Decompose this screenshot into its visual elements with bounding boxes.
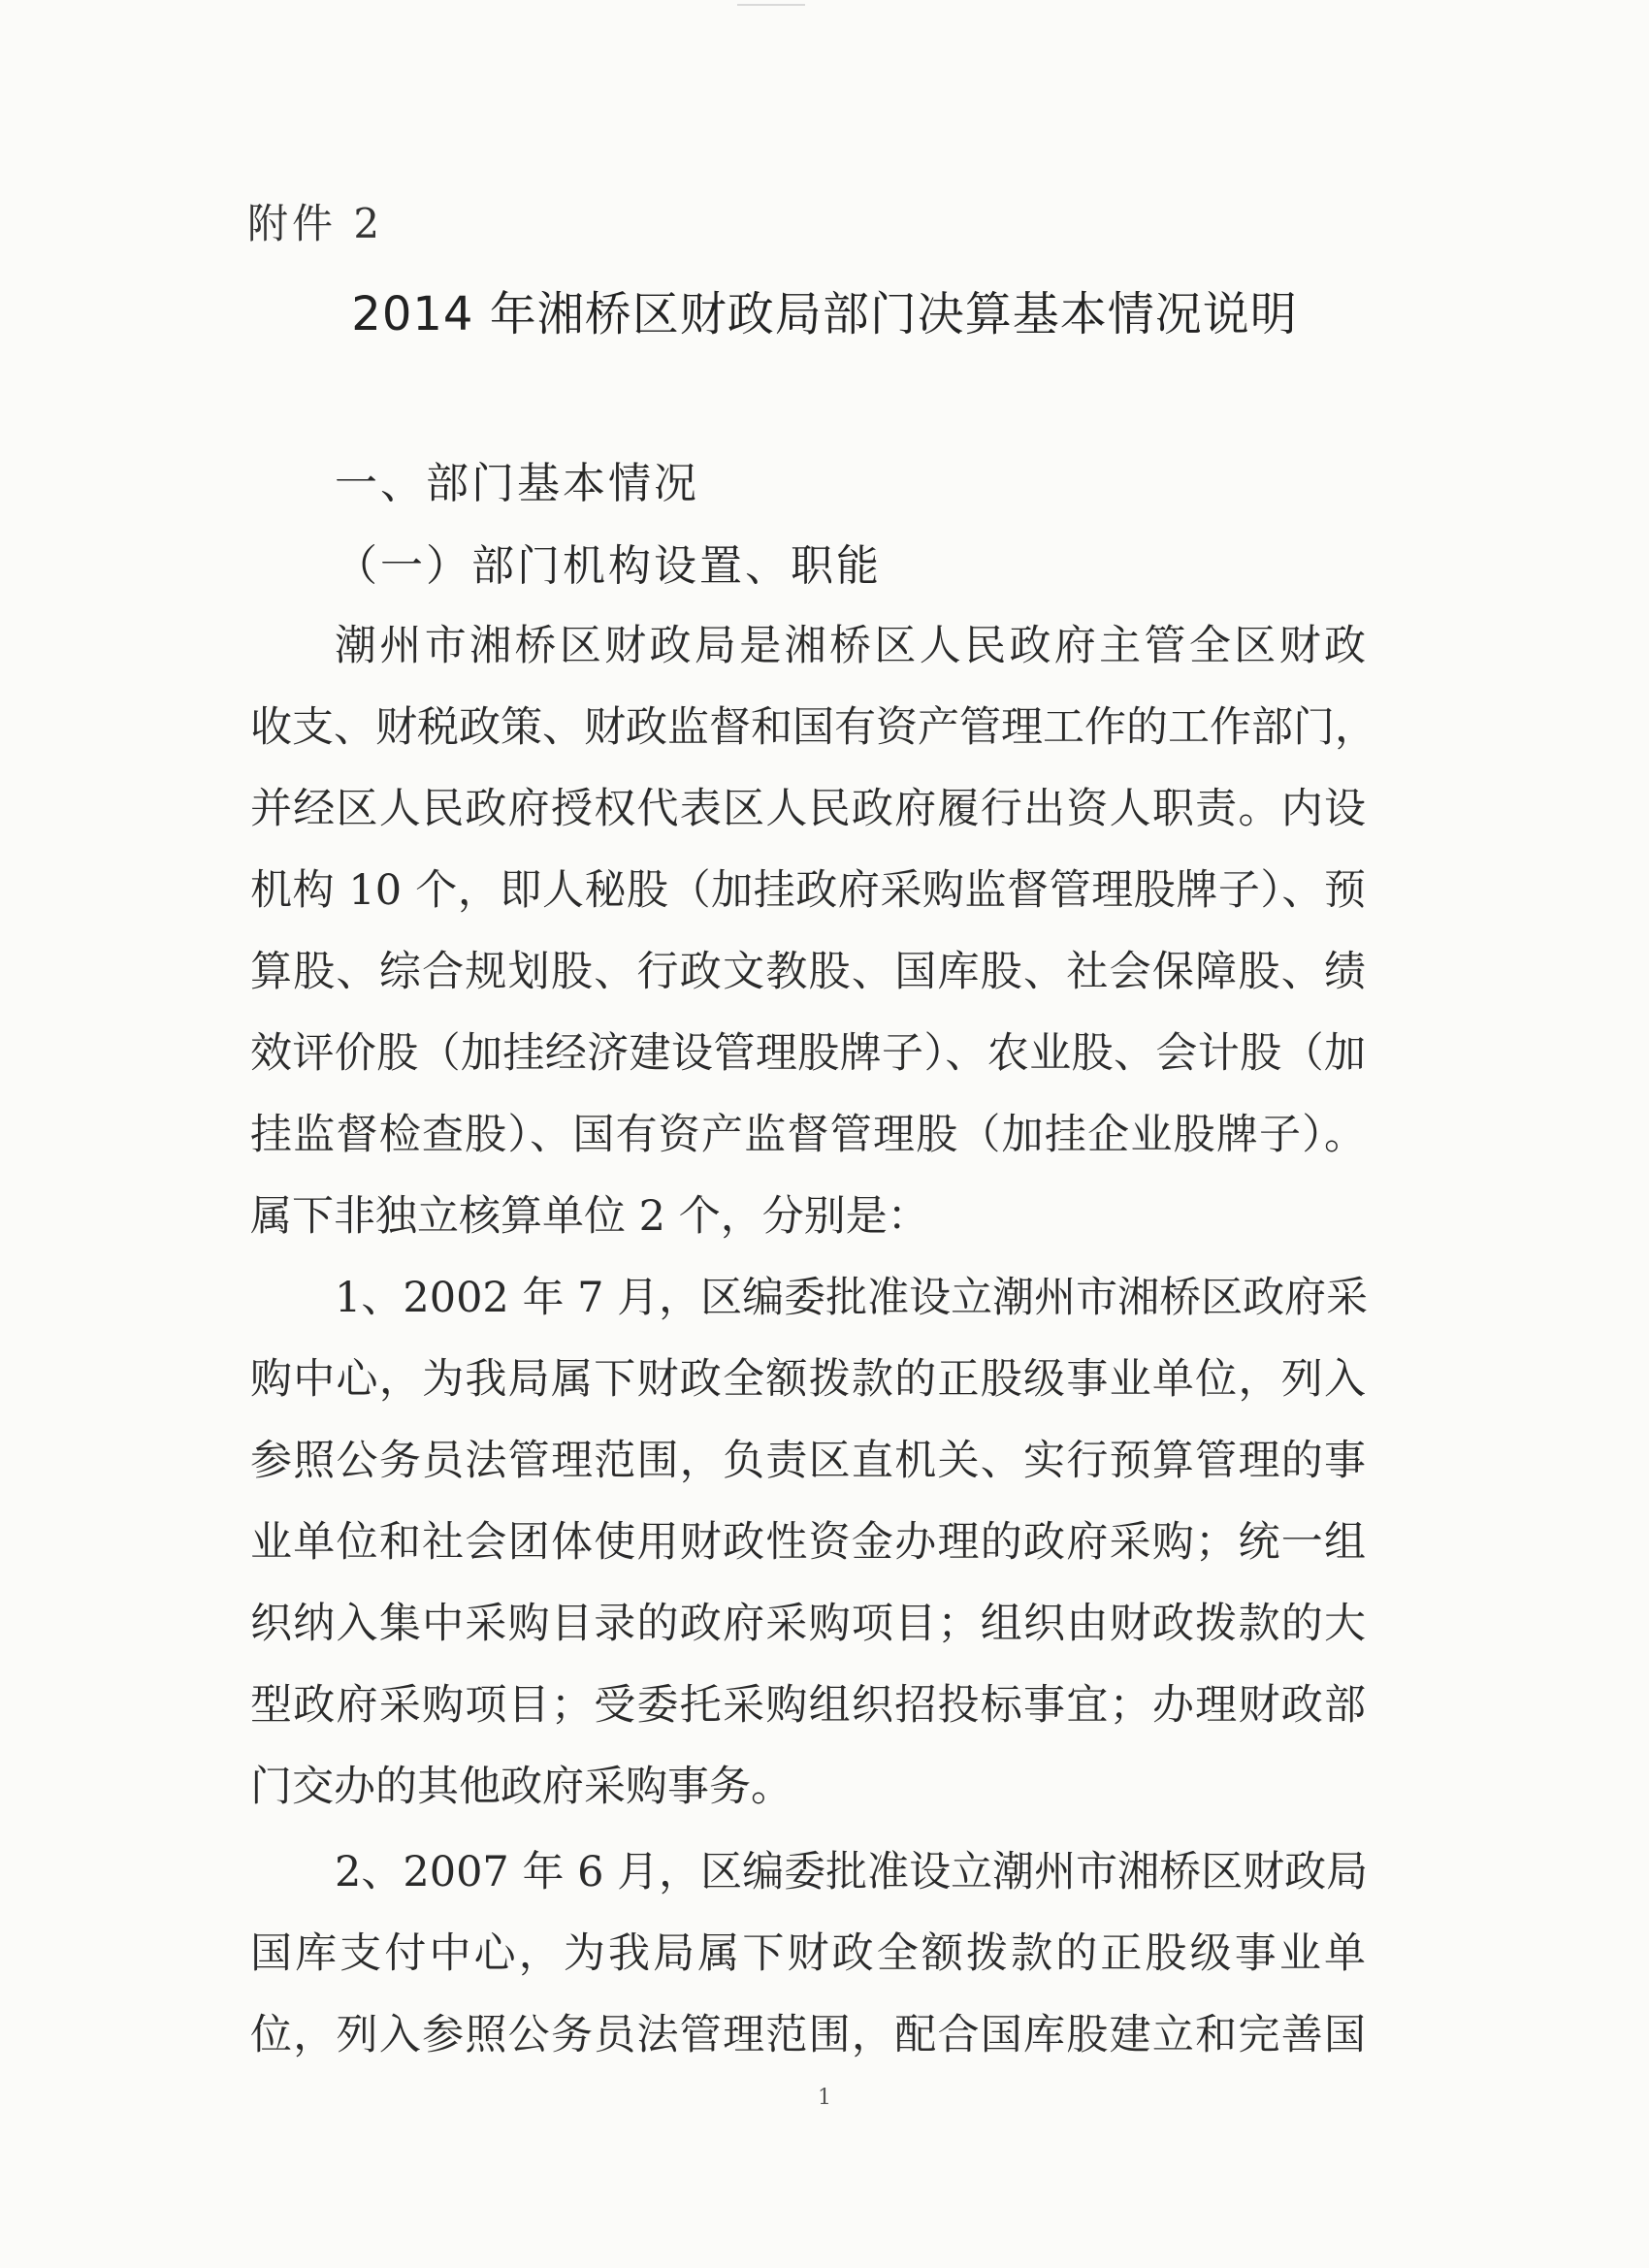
paragraph-line: 潮州市湘桥区财政局是湘桥区人民政府主管全区财政: [335, 622, 1366, 670]
attachment-label: 附件 2: [247, 200, 384, 247]
scan-mark: [737, 4, 805, 6]
paragraph-line: 并经区人民政府授权代表区人民政府履行出资人职责。内设: [250, 785, 1366, 833]
paragraph-line: 效评价股（加挂经济建设管理股牌子）、农业股、会计股（加: [250, 1029, 1366, 1078]
paragraph-line: 织纳入集中采购目录的政府采购项目；组织由财政拨款的大: [250, 1600, 1366, 1648]
subsection-heading: （一）部门机构设置、职能: [335, 541, 882, 591]
paragraph-line: 购中心，为我局属下财政全额拨款的正股级事业单位，列入: [250, 1355, 1366, 1404]
paragraph-line: 1、2002 年 7 月，区编委批准设立潮州市湘桥区政府采: [335, 1274, 1369, 1322]
section-heading: 一、部门基本情况: [335, 459, 699, 508]
paragraph-line: 国库支付中心，为我局属下财政全额拨款的正股级事业单: [250, 1929, 1366, 1978]
paragraph-line: 位，列入参照公务员法管理范围，配合国库股建立和完善国: [250, 2011, 1366, 2059]
paragraph-line: 挂监督检查股）、国有资产监督管理股（加挂企业股牌子）。: [250, 1111, 1366, 1159]
paragraph-line: 属下非独立核算单位 2 个，分别是：: [250, 1192, 929, 1241]
document-title: 2014 年湘桥区财政局部门决算基本情况说明: [351, 287, 1298, 341]
paragraph-line: 型政府采购项目；受委托采购组织招投标事宜；办理财政部: [250, 1681, 1366, 1730]
paragraph-line: 2、2007 年 6 月，区编委批准设立潮州市湘桥区财政局: [335, 1848, 1369, 1896]
paragraph-line: 业单位和社会团体使用财政性资金办理的政府采购；统一组: [250, 1518, 1366, 1567]
paragraph-line: 算股、综合规划股、行政文教股、国库股、社会保障股、绩: [250, 948, 1366, 996]
paragraph-line: 门交办的其他政府采购事务。: [250, 1763, 792, 1811]
paragraph-line: 机构 10 个，即人秘股（加挂政府采购监督管理股牌子）、预: [250, 866, 1366, 915]
paragraph-line: 参照公务员法管理范围，负责区直机关、实行预算管理的事: [250, 1437, 1366, 1485]
paragraph-line: 收支、财税政策、财政监督和国有资产管理工作的工作部门，: [250, 703, 1376, 752]
page-number: 1: [818, 2086, 831, 2110]
